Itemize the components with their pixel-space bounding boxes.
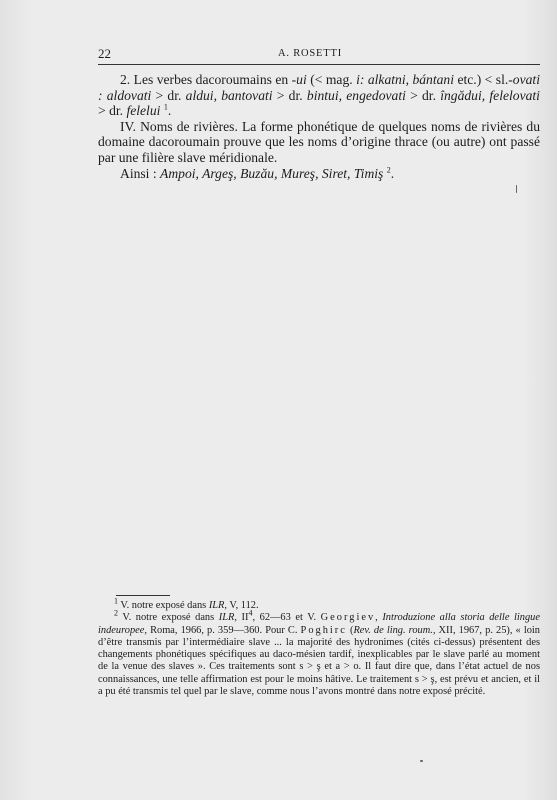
- paragraph-examples: Ainsi : Ampoi, Argeş, Buzău, Mureş, Siret, Timiş $^2$.: [120, 165, 395, 181]
- paragraph-river-names: IV. Noms de rivières. La forme phonétique de quelques noms de rivières du domaine dacoroumain prouve que les noms d’origine thrace (ou autre) ont passé par une filière slave méridionale.: [98, 118, 540, 165]
- paragraph-verbs: 2. Les verbes dacoroumains en -ui (< mag. i: alkatni, bántani etc.) < sl.-ovati : aldovati > dr. aldui, bantovati > dr. bintui, engedovati > dr. îngădui, felelovati > dr. felelui $^1$.: [98, 72, 540, 119]
- header-rule: [98, 64, 540, 65]
- page-header: [98, 46, 538, 64]
- running-head: A. ROSETTI: [278, 48, 342, 59]
- scan-speck: [516, 185, 517, 193]
- footnote-ref-1: 1: [163, 102, 168, 112]
- scan-speck: [420, 760, 423, 762]
- footnote-2: $^2$ V. notre exposé dans ILR, $II^4$, 62—63 et V. Georgiev, Introduzione alla storia delle lingue indeuropee, Roma, 1966, p. 359—360. Pour C. Poghirc (Rev. de ling. roum., XII, 1967, p. 25), « loin d’être transmis par l’intermédiaire slave ... la majorité des hydronimes (cités ci-dessus) présentent des changements phonétiques spécifiques au daco-mésien tardif, inexplicables par le slave parlé au moment de la venue des slaves ». Ces traitements sont s > ş et a > o. Il faut dire que, dans l’état actuel de nos connaissances, une telle affirmation est pour le moins hâtive. Le traitement s > ş, est prévu et ancien, et il a pu été transmis tel quel par le slave, comme nous l’avons montré dans notre exposé précité.: [98, 608, 541, 698]
- footnote-rule: [116, 595, 170, 596]
- body-text: [98, 72, 540, 181]
- footnotes: [98, 596, 541, 698]
- footnote-ref-2: 2: [386, 165, 391, 175]
- page-number: 22: [98, 46, 111, 61]
- footnote-1: $^1$ V. notre exposé dans ILR, V, 112.: [114, 596, 259, 611]
